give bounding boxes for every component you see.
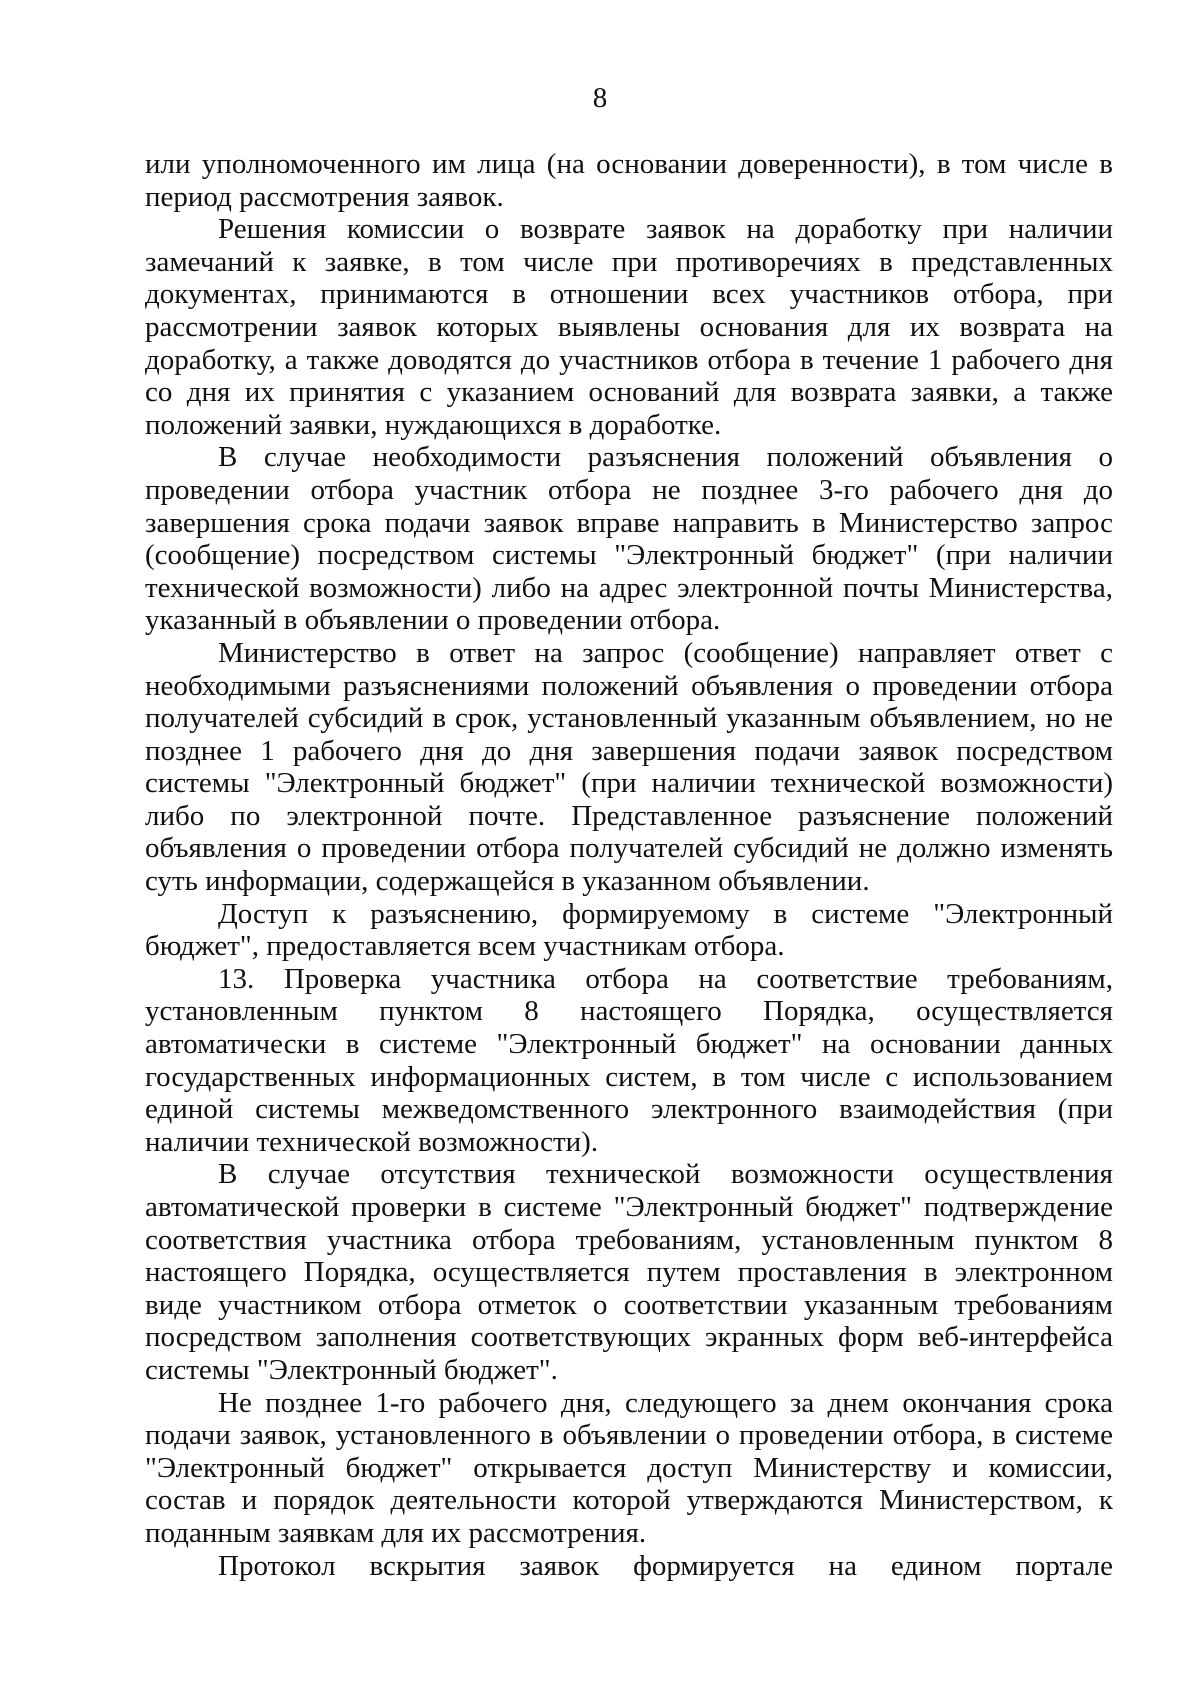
paragraph: В случае отсутствия технической возможности осуществления автоматической проверки в системе "Электронный бюджет" подтверждение соответствия участника отбора требованиям, установленным пунктом 8 настоящего Порядка, осуществляется путем проставления в электронном виде участником отбора отметок о соответствии указанным требованиям посредством заполнения соответствующих экранных форм веб-интерфейса системы "Электронный бюджет".: [145, 1158, 1113, 1386]
paragraph: или уполномоченного им лица (на основании доверенности), в том числе в период рассмотрения заявок.: [145, 148, 1113, 213]
paragraph: Не позднее 1-го рабочего дня, следующего за днем окончания срока подачи заявок, установленного в объявлении о проведении отбора, в системе "Электронный бюджет" открывается доступ Министерству и комиссии, состав и порядок деятельности которой утверждаются Министерством, к поданным заявкам для их рассмотрения.: [145, 1386, 1113, 1549]
paragraph: Решения комиссии о возврате заявок на доработку при наличии замечаний к заявке, в том числе при противоречиях в представленных документах, принимаются в отношении всех участников отбора, при рассмотрении заявок которых выявлены основания для их возврата на доработку, а также доводятся до участников отбора в течение 1 рабочего дня со дня их принятия с указанием оснований для возврата заявки, а также положений заявки, нуждающихся в доработке.: [145, 213, 1113, 441]
paragraph: Доступ к разъяснению, формируемому в системе "Электронный бюджет", предоставляется всем участникам отбора.: [145, 897, 1113, 963]
paragraph: Протокол вскрытия заявок формируется на едином портале: [218, 1549, 1113, 1582]
paragraph: Министерство в ответ на запрос (сообщение) направляет ответ с необходимыми разъяснениями положений объявления о проведении отбора получателей субсидий в срок, установленный указанным объявлением, но не позднее 1 рабочего дня до дня завершения подачи заявок посредством системы "Электронный бюджет" (при наличии технической возможности) либо по электронной почте. Представленное разъяснение положений объявления о проведении отбора получателей субсидий не должно изменять суть информации, содержащейся в указанном объявлении.: [145, 636, 1113, 898]
paragraph: 13. Проверка участника отбора на соответствие требованиям, установленным пунктом 8 настоящего Порядка, осуществляется автоматически в системе "Электронный бюджет" на основании данных государственных информационных систем, в том числе с использованием единой системы межведомственного электронного взаимодействия (при наличии технической возможности).: [145, 962, 1113, 1158]
paragraph: В случае необходимости разъяснения положений объявления о проведении отбора участник отбора не позднее 3-го рабочего дня до завершения срока подачи заявок вправе направить в Министерство запрос (сообщение) посредством системы "Электронный бюджет" (при наличии технической возможности) либо на адрес электронной почты Министерства, указанный в объявлении о проведении отбора.: [145, 441, 1113, 637]
page-body: [145, 148, 1113, 1582]
page-number: 8: [592, 82, 608, 114]
